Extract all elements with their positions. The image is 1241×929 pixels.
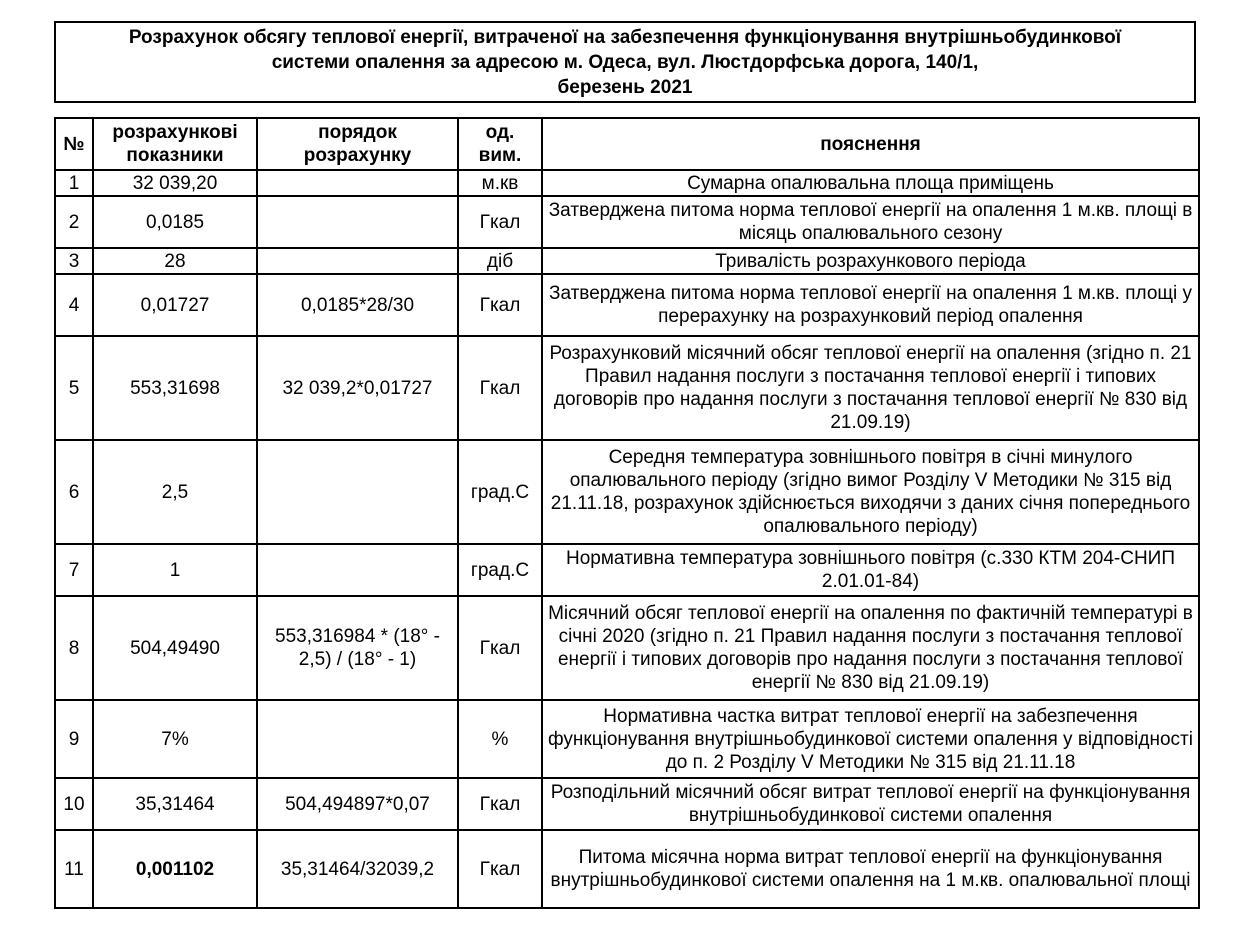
row-value: 0,01727: [93, 274, 257, 336]
row-formula: 32 039,2*0,01727: [257, 336, 458, 440]
header-unit: од. вим.: [458, 118, 542, 170]
table-row: [55, 700, 1199, 778]
row-value: 504,49490: [93, 596, 257, 700]
table-row: [55, 274, 1199, 336]
row-value-result: 0,001102: [93, 830, 257, 908]
row-unit: Гкал: [458, 830, 542, 908]
title-line-2: системи опалення за адресою м. Одеса, вул. Люстдорфська дорога, 140/1,: [271, 51, 979, 73]
row-explanation: Розрахунковий місячний обсяг теплової енергії на опалення (згідно п. 21 Правил надання послуги з постачання теплової енергії і типових договорів про надання послуги з постачання теплової енергії № 830 від 21.09.19): [542, 336, 1199, 440]
row-value: 0,0185: [93, 196, 257, 248]
header-explanation: пояснення: [542, 118, 1199, 170]
row-value: 2,5: [93, 440, 257, 544]
table-row: [55, 170, 1199, 196]
row-value: 1: [93, 544, 257, 596]
row-no: 9: [55, 700, 93, 778]
table-row: [55, 336, 1199, 440]
row-explanation: Місячний обсяг теплової енергії на опалення по фактичній температурі в січні 2020 (згідно п. 21 Правил надання послуги з постачання теплової енергії і типових договорів про надання послуги з постачання теплової енергії № 830 від 21.09.19): [542, 596, 1199, 700]
title-line-3: березень 2021: [557, 76, 693, 98]
table-row: [55, 544, 1199, 596]
row-unit: Гкал: [458, 274, 542, 336]
row-no: 4: [55, 274, 93, 336]
row-explanation: Тривалість розрахункового періода: [542, 248, 1199, 274]
row-unit: Гкал: [458, 336, 542, 440]
row-value: 7%: [93, 700, 257, 778]
row-formula: 35,31464/32039,2: [257, 830, 458, 908]
table-row: [55, 196, 1199, 248]
row-unit: Гкал: [458, 196, 542, 248]
calculation-table: [54, 117, 1200, 909]
row-no: 5: [55, 336, 93, 440]
row-unit: діб: [458, 248, 542, 274]
row-formula: [257, 440, 458, 544]
row-formula: [257, 248, 458, 274]
row-no: 6: [55, 440, 93, 544]
header-order: порядок розрахунку: [257, 118, 458, 170]
document-title: [54, 21, 1196, 103]
row-value: 28: [93, 248, 257, 274]
row-unit: Гкал: [458, 778, 542, 830]
table-header-row: [55, 118, 1199, 170]
row-no: 3: [55, 248, 93, 274]
table-row: [55, 440, 1199, 544]
table-row: [55, 596, 1199, 700]
title-line-1: Розрахунок обсягу теплової енергії, витраченої на забезпечення функціонування внутрішньобудинкової: [128, 26, 1122, 48]
row-no: 11: [55, 830, 93, 908]
row-unit: Гкал: [458, 596, 542, 700]
row-value: 35,31464: [93, 778, 257, 830]
row-no: 1: [55, 170, 93, 196]
row-no: 7: [55, 544, 93, 596]
table-row: [55, 830, 1199, 908]
row-value: 32 039,20: [93, 170, 257, 196]
row-explanation: Затверджена питома норма теплової енергії на опалення 1 м.кв. площі у перерахунку на розрахунковий період опалення: [542, 274, 1199, 336]
row-unit: м.кв: [458, 170, 542, 196]
row-no: 2: [55, 196, 93, 248]
row-explanation: Питома місячна норма витрат теплової енергії на функціонування внутрішньобудинкової системи опалення на 1 м.кв. опалювальної площі: [542, 830, 1199, 908]
row-formula: 553,316984 * (18° - 2,5) / (18° - 1): [257, 596, 458, 700]
row-unit: град.С: [458, 544, 542, 596]
row-formula: [257, 700, 458, 778]
table-row: [55, 248, 1199, 274]
row-explanation: Розподільний місячний обсяг витрат теплової енергії на функціонування внутрішньобудинкової системи опалення: [542, 778, 1199, 830]
row-unit: град.С: [458, 440, 542, 544]
row-explanation: Затверджена питома норма теплової енергії на опалення 1 м.кв. площі в місяць опалювального сезону: [542, 196, 1199, 248]
row-formula: 504,494897*0,07: [257, 778, 458, 830]
row-no: 10: [55, 778, 93, 830]
row-value: 553,31698: [93, 336, 257, 440]
row-formula: [257, 170, 458, 196]
row-formula: 0,0185*28/30: [257, 274, 458, 336]
row-explanation: Середня температура зовнішнього повітря в січні минулого опалювального періоду (згідно вимог Розділу V Методики № 315 від 21.11.18, розрахунок здійснюється виходячи з даних січня попереднього опалювального періоду): [542, 440, 1199, 544]
row-no: 8: [55, 596, 93, 700]
row-explanation: Нормативна температура зовнішнього повітря (с.330 КТМ 204-СНИП 2.01.01-84): [542, 544, 1199, 596]
row-explanation: Сумарна опалювальна площа приміщень: [542, 170, 1199, 196]
row-formula: [257, 196, 458, 248]
row-unit: %: [458, 700, 542, 778]
header-no: №: [55, 118, 93, 170]
table-row: [55, 778, 1199, 830]
row-explanation: Нормативна частка витрат теплової енергії на забезпечення функціонування внутрішньобудинкової системи опалення у відповідності до п. 2 Розділу V Методики № 315 від 21.11.18: [542, 700, 1199, 778]
row-formula: [257, 544, 458, 596]
header-indicators: розрахункові показники: [93, 118, 257, 170]
